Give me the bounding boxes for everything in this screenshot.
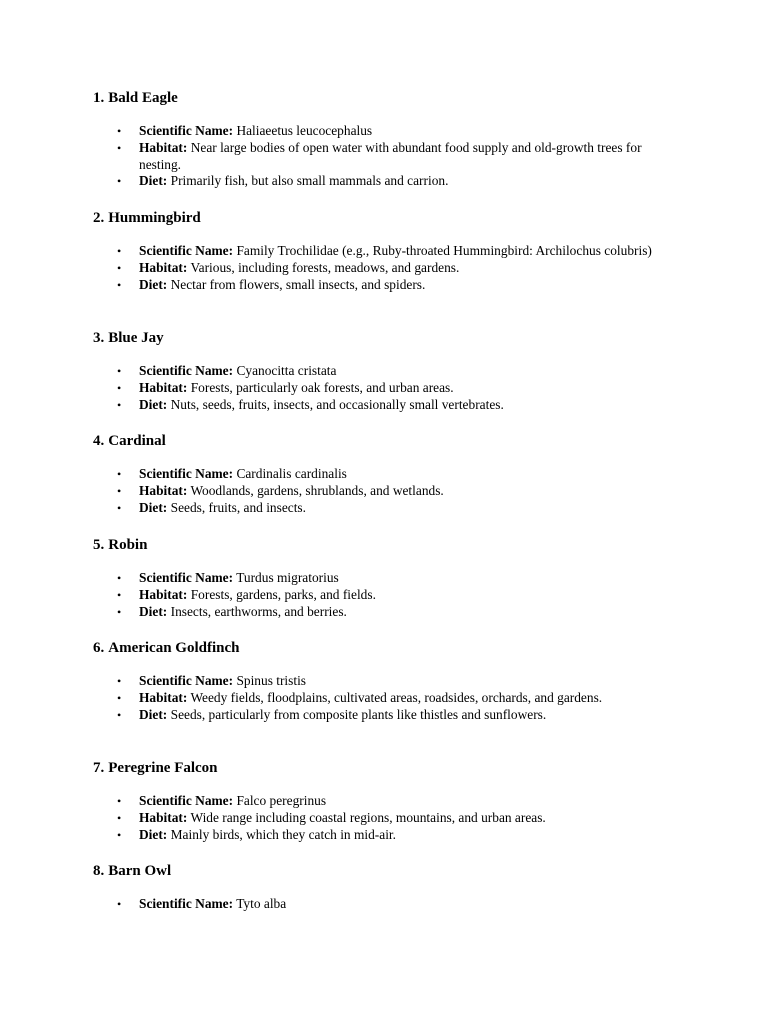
fact-label: Scientific Name:	[139, 793, 234, 808]
section-title: Bald Eagle	[108, 90, 178, 106]
section-number: 7.	[93, 760, 105, 776]
fact-text: Woodlands, gardens, shrublands, and wetlands.	[190, 482, 444, 498]
fact-label: Scientific Name:	[139, 243, 234, 258]
list-item-diet	[117, 397, 677, 414]
section-title: Barn Owl	[108, 863, 172, 879]
fact-text: Spinus tristis	[236, 673, 307, 688]
list-item-habitat	[117, 810, 677, 827]
list-item-scientific-name	[117, 570, 677, 587]
list-item-habitat	[117, 380, 677, 397]
section-number: 1.	[93, 90, 105, 106]
list-item-habitat	[117, 483, 677, 500]
list-item-diet	[117, 173, 677, 190]
section-heading-cardinal	[93, 432, 166, 450]
fact-label: Habitat:	[139, 139, 188, 155]
fact-text: Family Trochilidae (e.g., Ruby-throated Hummingbird: Archilochus colubris)	[236, 243, 652, 258]
fact-label: Scientific Name:	[139, 123, 234, 138]
fact-label: Diet:	[139, 173, 168, 189]
fact-label: Scientific Name:	[139, 466, 234, 481]
fact-label: Habitat:	[139, 482, 188, 498]
fact-label: Diet:	[139, 276, 168, 292]
list-item-diet	[117, 604, 677, 621]
fact-list-peregrine-falcon	[117, 793, 677, 843]
fact-label: Diet:	[139, 603, 168, 619]
fact-label: Scientific Name:	[139, 570, 234, 585]
fact-list-blue-jay	[117, 363, 677, 413]
fact-text: Forests, particularly oak forests, and urban areas.	[190, 379, 454, 395]
fact-text: Insects, earthworms, and berries.	[170, 603, 347, 619]
fact-list-robin	[117, 570, 677, 620]
fact-text: Haliaeetus leucocephalus	[236, 123, 373, 138]
fact-text: Seeds, fruits, and insects.	[170, 499, 306, 515]
fact-label: Scientific Name:	[139, 673, 234, 688]
fact-label: Habitat:	[139, 586, 188, 602]
fact-label: Habitat:	[139, 259, 188, 275]
fact-text: Cyanocitta cristata	[236, 363, 337, 378]
fact-text: Various, including forests, meadows, and gardens.	[190, 259, 460, 275]
fact-text: Primarily fish, but also small mammals and carrion.	[170, 173, 449, 189]
list-item-diet	[117, 707, 677, 724]
list-item-scientific-name	[117, 363, 677, 380]
fact-text: Turdus migratorius	[236, 570, 339, 585]
list-item-habitat	[117, 140, 677, 174]
fact-list-bald-eagle	[117, 123, 677, 190]
section-heading-robin	[93, 536, 147, 554]
section-heading-american-goldfinch	[93, 639, 240, 657]
fact-label: Scientific Name:	[139, 363, 234, 378]
fact-text: Falco peregrinus	[236, 793, 327, 808]
section-title: Blue Jay	[108, 330, 164, 346]
fact-list-barn-owl	[117, 896, 677, 913]
section-title: Peregrine Falcon	[108, 760, 218, 776]
fact-list-american-goldfinch	[117, 673, 677, 723]
section-title: Robin	[108, 537, 148, 553]
list-item-habitat	[117, 587, 677, 604]
fact-text: Seeds, particularly from composite plants like thistles and sunflowers.	[170, 706, 547, 722]
fact-label: Diet:	[139, 396, 168, 412]
fact-text: Wide range including coastal regions, mountains, and urban areas.	[190, 809, 546, 825]
section-heading-barn-owl	[93, 862, 171, 880]
fact-label: Habitat:	[139, 379, 188, 395]
fact-label: Diet:	[139, 706, 168, 722]
list-item-scientific-name	[117, 466, 677, 483]
list-item-diet	[117, 500, 677, 517]
list-item-habitat	[117, 260, 677, 277]
fact-label: Diet:	[139, 499, 168, 515]
list-item-diet	[117, 827, 677, 844]
section-title: Cardinal	[108, 433, 166, 449]
list-item-diet	[117, 277, 677, 294]
fact-text: Tyto alba	[236, 896, 287, 911]
section-heading-hummingbird	[93, 209, 201, 227]
section-number: 4.	[93, 433, 105, 449]
fact-label: Habitat:	[139, 809, 188, 825]
fact-label: Diet:	[139, 826, 168, 842]
section-heading-peregrine-falcon	[93, 759, 218, 777]
fact-text: Nuts, seeds, fruits, insects, and occasionally small vertebrates.	[170, 396, 504, 412]
section-number: 5.	[93, 537, 105, 553]
fact-list-hummingbird	[117, 243, 677, 293]
fact-text: Near large bodies of open water with abundant food supply and old-growth trees for nesting.	[139, 139, 642, 172]
fact-text: Forests, gardens, parks, and fields.	[190, 586, 376, 602]
fact-text: Weedy fields, floodplains, cultivated areas, roadsides, orchards, and gardens.	[190, 689, 603, 705]
list-item-scientific-name	[117, 896, 677, 913]
fact-list-cardinal	[117, 466, 677, 516]
fact-text: Nectar from flowers, small insects, and spiders.	[170, 276, 426, 292]
section-title: Hummingbird	[108, 210, 201, 226]
fact-text: Mainly birds, which they catch in mid-air.	[170, 826, 396, 842]
fact-text: Cardinalis cardinalis	[236, 466, 347, 481]
section-number: 6.	[93, 640, 105, 656]
fact-label: Habitat:	[139, 689, 188, 705]
list-item-scientific-name	[117, 123, 677, 140]
section-heading-blue-jay	[93, 329, 164, 347]
section-title: American Goldfinch	[108, 640, 240, 656]
section-number: 3.	[93, 330, 105, 346]
list-item-scientific-name	[117, 793, 677, 810]
list-item-scientific-name	[117, 243, 677, 260]
section-number: 8.	[93, 863, 105, 879]
section-heading-bald-eagle	[93, 89, 178, 107]
fact-label: Scientific Name:	[139, 896, 234, 911]
section-number: 2.	[93, 210, 105, 226]
list-item-habitat	[117, 690, 677, 707]
list-item-scientific-name	[117, 673, 677, 690]
